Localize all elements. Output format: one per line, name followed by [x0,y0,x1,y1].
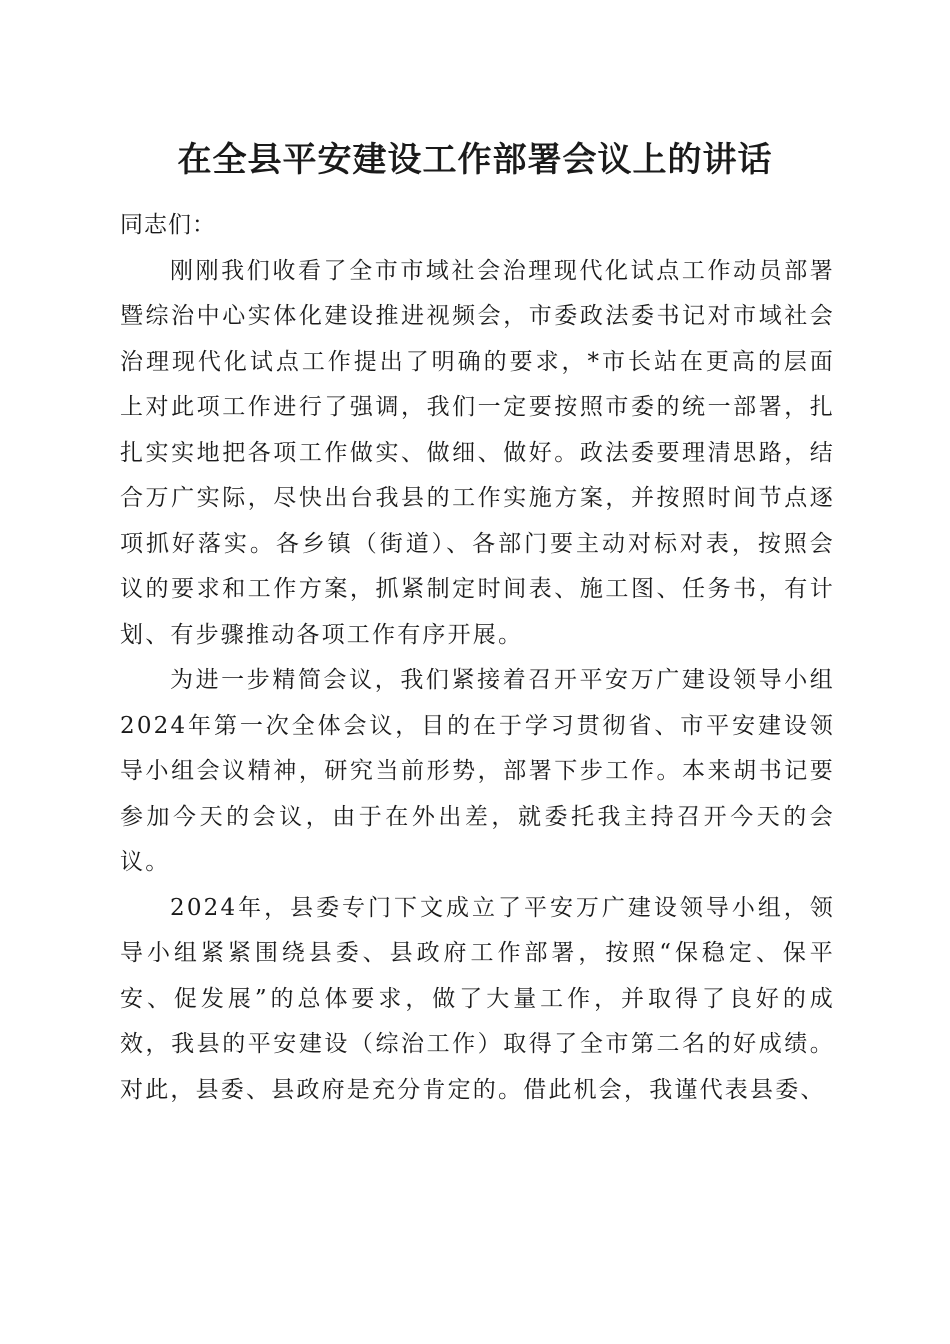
paragraph-2: 为进一步精简会议，我们紧接着召开平安万广建设领导小组2024年第一次全体会议，目的在于学习贯彻省、市平安建设领导小组会议精神，研究当前形势，部署下步工作。本来胡书记要参加今天的会议，由于在外出差，就委托我主持召开今天的会议。 [120,667,835,875]
paragraph-1: 刚刚我们收看了全市市域社会治理现代化试点工作动员部署暨综治中心实体化建设推进视频会，市委政法委书记对市域社会治理现代化试点工作提出了明确的要求，*市长站在更高的层面上对此项工作进行了强调，我们一定要按照市委的统一部署，扎扎实实地把各项工作做实、做细、做好。政法委要理清思路，结合万广实际，尽快出台我县的工作实施方案，并按照时间节点逐项抓好落实。各乡镇（街道）、各部门要主动对标对表，按照会议的要求和工作方案，抓紧制定时间表、施工图、任务书，有计划、有步骤推动各项工作有序开展。 [120,257,835,648]
document-title: 在全县平安建设工作部署会议上的讲话 [177,140,773,180]
paragraph-3: 2024年，县委专门下文成立了平安万广建设领导小组，领导小组紧紧围绕县委、县政府工作部署，按照“保稳定、保平安、促发展”的总体要求，做了大量工作，并取得了良好的成效，我县的平安建设（综治工作）取得了全市第二名的好成绩。对此，县委、县政府是充分肯定的。借此机会，我谨代表县委、 [120,894,835,1103]
salutation: 同志们： [120,212,216,238]
document-body [120,203,835,1113]
